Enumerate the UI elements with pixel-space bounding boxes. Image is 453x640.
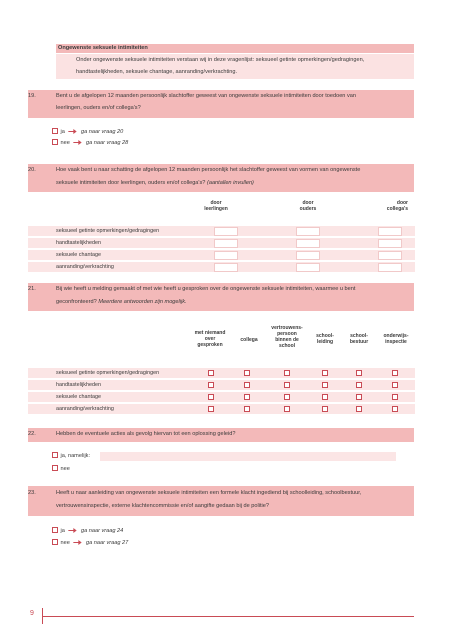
intro-line-2: handtastelijkheden, seksuele chantage, aanranding/verkrachting.: [76, 69, 238, 75]
checkbox[interactable]: [244, 406, 250, 412]
q20-col-leerlingen: door leerlingen: [204, 200, 228, 212]
checkbox[interactable]: [322, 406, 328, 412]
q21-col-schoolbestuur: school- bestuur: [349, 333, 369, 345]
checkbox[interactable]: [322, 370, 328, 376]
q21-col-vertrouwenspersoon: vertrouwens- persoon binnen de school: [271, 325, 303, 349]
q22-text-line-1: Hebben de eventuele acties als gevolg hiervan tot een oplossing geleid?: [56, 431, 236, 437]
q19-option-nee[interactable]: [52, 140, 128, 147]
count-input[interactable]: [296, 239, 320, 248]
checkbox[interactable]: [392, 406, 398, 412]
count-input[interactable]: [378, 239, 402, 248]
q21-text-line-1: Bij wie heeft u melding gemaakt of met wie heeft u gesproken over de ongewenste seksuele intimiteiten, waarmee u bent: [56, 286, 356, 292]
q21-col-met-niemand: met niemand over gesproken: [194, 330, 226, 348]
q21-text-line-2: [56, 299, 413, 306]
count-input[interactable]: [378, 263, 402, 272]
page-number: 9: [30, 610, 34, 617]
checkbox[interactable]: [284, 394, 290, 400]
count-input[interactable]: [296, 263, 320, 272]
q20-row-label: handtastelijkheden: [56, 240, 101, 246]
checkbox[interactable]: [52, 139, 58, 145]
q22-option-nee[interactable]: [52, 466, 70, 473]
count-input[interactable]: [214, 227, 238, 236]
q23-number: 23.: [28, 490, 36, 496]
checkbox[interactable]: [208, 370, 214, 376]
count-input[interactable]: [214, 251, 238, 260]
checkbox[interactable]: [356, 406, 362, 412]
checkbox[interactable]: [52, 539, 58, 545]
arrow-right-icon: [73, 540, 82, 545]
checkbox[interactable]: [244, 370, 250, 376]
checkbox[interactable]: [322, 382, 328, 388]
q21-number: 21.: [28, 286, 36, 292]
checkbox[interactable]: [356, 394, 362, 400]
q21-col-onderwijsinspectie: onderwijs- inspectie: [383, 333, 409, 345]
footer-rule: [42, 616, 414, 617]
q23-option-ja[interactable]: [52, 528, 123, 535]
q21-col-schoolleiding: school- leiding: [316, 333, 334, 345]
option-label: ja: [60, 129, 65, 136]
count-input[interactable]: [214, 263, 238, 272]
q19-number: 19.: [28, 93, 36, 99]
checkbox[interactable]: [244, 394, 250, 400]
checkbox[interactable]: [322, 394, 328, 400]
q21-row-label: seksuele chantage: [56, 394, 101, 400]
count-input[interactable]: [296, 251, 320, 260]
goto-label: ga naar vraag 27: [85, 540, 129, 547]
intro-line-1: Onder ongewenste seksuele intimiteiten verstaan wij in deze vragenlijst: seksueel getinte opmerkingen/gedragingen,: [76, 57, 365, 63]
checkbox[interactable]: [244, 382, 250, 388]
checkbox[interactable]: [284, 382, 290, 388]
checkbox[interactable]: [356, 382, 362, 388]
q20-row-label: seksuele chantage: [56, 252, 101, 258]
count-input[interactable]: [378, 251, 402, 260]
checkbox[interactable]: [356, 370, 362, 376]
option-label: nee: [60, 466, 70, 473]
option-label: nee: [60, 540, 70, 547]
q20-text-line-2: [56, 180, 413, 187]
checkbox[interactable]: [52, 465, 58, 471]
goto-label: ga naar vraag 28: [85, 140, 129, 147]
q19-option-ja[interactable]: [52, 129, 123, 136]
q21-col-collega: collega: [240, 337, 258, 343]
checkbox[interactable]: [284, 406, 290, 412]
q20-row-label: aanranding/verkrachting: [56, 264, 114, 270]
checkbox[interactable]: [392, 382, 398, 388]
q19-text-line-1: Bent u de afgelopen 12 maanden persoonlijk slachtoffer geweest van ongewenste seksuele intimiteiten door toedoen van: [56, 93, 356, 99]
q21-row-label: handtastelijkheden: [56, 382, 101, 388]
q20-instruction: (aantallen invullen): [206, 180, 254, 186]
q21-instruction: Meerdere antwoorden zijn mogelijk.: [98, 299, 187, 305]
q20-row-label: seksueel getinte opmerkingen/gedragingen: [56, 228, 160, 234]
checkbox[interactable]: [284, 370, 290, 376]
count-input[interactable]: [296, 227, 320, 236]
option-label: ja: [60, 528, 65, 535]
q22-namelijk-input[interactable]: [100, 452, 396, 461]
q23-text-line-1: Heeft u naar aanleiding van ongewenste seksuele intimiteiten een formele klacht ingediend bij schoolleiding, schoolbestuur,: [56, 490, 362, 496]
q23-text-line-2: vertrouwensinspectie, externe klachtencommissie en/of aangifte gedaan bij de politie?: [56, 503, 269, 509]
q21-text-2: geconfronteerd?: [56, 299, 97, 305]
count-input[interactable]: [214, 239, 238, 248]
checkbox[interactable]: [208, 406, 214, 412]
count-input[interactable]: [378, 227, 402, 236]
goto-label: ga naar vraag 20: [80, 129, 124, 136]
q23-option-nee[interactable]: [52, 540, 128, 547]
checkbox[interactable]: [52, 452, 58, 458]
option-label: ja, namelijk:: [60, 453, 91, 460]
footer-rule-tick: [42, 608, 43, 624]
arrow-right-icon: [68, 129, 77, 134]
q22-option-ja[interactable]: [52, 453, 90, 460]
intro-title: Ongewenste seksuele intimiteiten: [58, 45, 148, 51]
q20-col-ouders: door ouders: [299, 200, 317, 212]
checkbox[interactable]: [52, 128, 58, 134]
q20-text-line-1: Hoe vaak bent u naar schatting de afgelopen 12 maanden persoonlijk het slachtoffer geweest van vormen van ongewenste: [56, 167, 361, 173]
q21-row-label: seksueel getinte opmerkingen/gedragingen: [56, 370, 160, 376]
checkbox[interactable]: [392, 394, 398, 400]
q21-row-label: aanranding/verkrachting: [56, 406, 114, 412]
arrow-right-icon: [68, 528, 77, 533]
arrow-right-icon: [73, 140, 82, 145]
checkbox[interactable]: [392, 370, 398, 376]
goto-label: ga naar vraag 24: [80, 528, 124, 535]
q20-col-collegas: door collega's: [386, 200, 408, 212]
q20-text-2: seksuele intimiteiten door leerlingen, ouders en/of collega's?: [56, 180, 206, 186]
checkbox[interactable]: [208, 382, 214, 388]
q22-number: 22.: [28, 431, 36, 437]
option-label: nee: [60, 140, 70, 147]
q19-text-line-2: leerlingen, ouders en/of collega's?: [56, 105, 141, 111]
q20-number: 20.: [28, 167, 36, 173]
checkbox[interactable]: [208, 394, 214, 400]
checkbox[interactable]: [52, 527, 58, 533]
